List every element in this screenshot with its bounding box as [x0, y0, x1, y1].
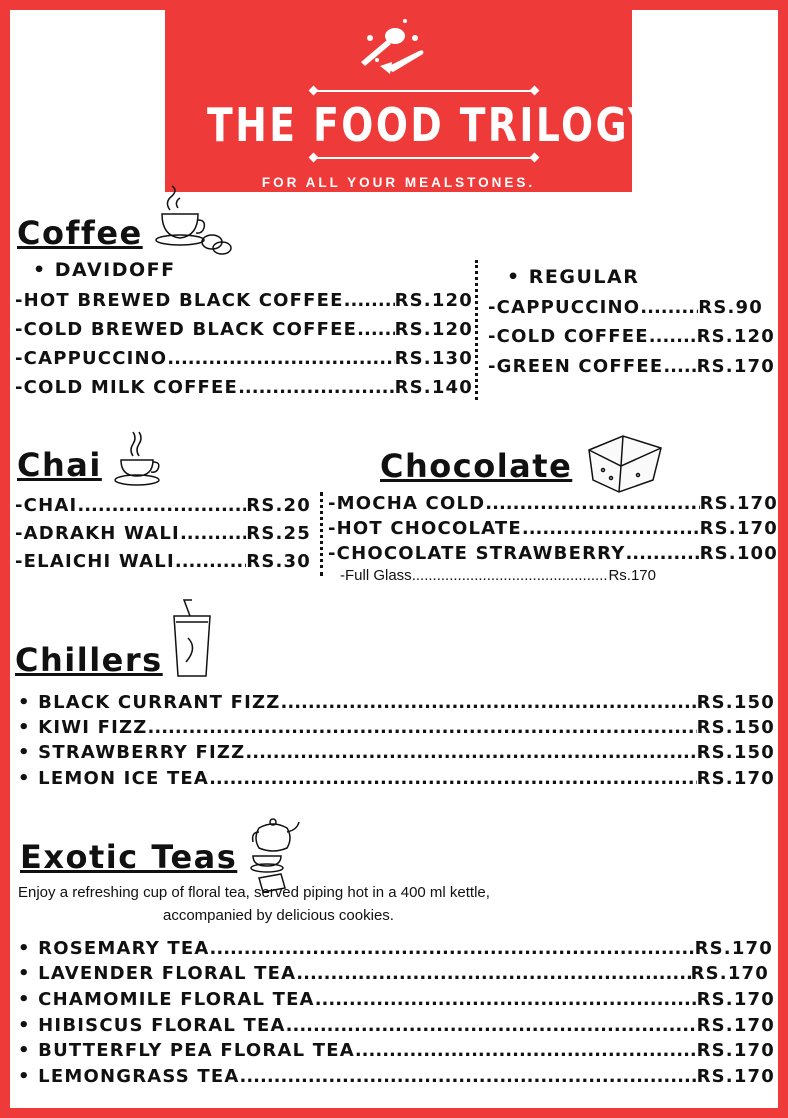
- item-name: -HOT CHOCOLATE: [328, 518, 522, 539]
- menu-item: [15, 495, 311, 517]
- cold-drink-icon: [170, 598, 214, 680]
- item-price: RS.120: [696, 326, 775, 347]
- item-price: RS.170: [699, 493, 778, 514]
- item-name: BLACK CURRANT FIZZ: [38, 692, 281, 713]
- menu-item: • CHAMOMILE FLORAL TEA ..... RS.170: [18, 989, 775, 1011]
- divider: [313, 157, 535, 159]
- item-price: RS.100: [699, 543, 778, 564]
- menu-item: • LEMONGRASS TEA ..... RS.170: [18, 1066, 775, 1088]
- item-price: RS.170: [690, 963, 769, 984]
- section-heading-coffee: Coffee: [17, 214, 143, 252]
- item-name: -MOCHA COLD: [328, 493, 486, 514]
- item-name: -HOT BREWED BLACK COFFEE: [15, 290, 344, 311]
- item-price: RS.170: [696, 768, 775, 789]
- tea-description: Enjoy a refreshing cup of floral tea, served piping hot in a 400 ml kettle,: [18, 884, 490, 901]
- item-price: RS.170: [696, 1040, 775, 1061]
- menu-item: [488, 326, 775, 348]
- item-name: -ELAICHI WALI: [15, 551, 175, 572]
- header-banner: [165, 10, 658, 192]
- menu-item: • KIWI FIZZ ..... RS.150: [18, 717, 775, 739]
- column-divider: [475, 260, 478, 400]
- menu-item: [488, 297, 763, 319]
- chocolate-bar-icon: [583, 430, 667, 498]
- menu-item: • LEMON ICE TEA ..... RS.170: [18, 768, 775, 790]
- menu-item: • BLACK CURRANT FIZZ ..... RS.150: [18, 692, 775, 714]
- spoon-fork-logo-icon: [325, 18, 465, 88]
- divider: [313, 90, 535, 92]
- menu-item: • BUTTERFLY PEA FLORAL TEA ..... RS.170: [18, 1040, 775, 1062]
- tagline: FOR ALL YOUR MEALSTONES.: [261, 175, 536, 190]
- item-name: -COLD MILK COFFEE: [15, 377, 239, 398]
- tea-description: accompanied by delicious cookies.: [163, 907, 394, 924]
- item-name: KIWI FIZZ: [38, 717, 148, 738]
- item-name: -Full Glass: [340, 567, 412, 584]
- menu-item: [15, 348, 473, 370]
- menu-item: [328, 518, 778, 540]
- item-name: -CAPPUCCINO: [488, 297, 641, 318]
- menu-item-note: [340, 567, 656, 584]
- section-heading-chai: Chai: [17, 446, 102, 484]
- item-price: RS.120: [394, 290, 473, 311]
- restaurant-name: THE FOOD TRILOGY: [207, 98, 658, 152]
- subheading-label: REGULAR: [528, 266, 640, 288]
- section-heading-exotic-teas: Exotic Teas: [20, 838, 238, 876]
- item-price: RS.150: [696, 742, 775, 763]
- section-heading-chillers: Chillers: [15, 641, 163, 679]
- item-price: RS.170: [696, 1015, 775, 1036]
- item-name: LAVENDER FLORAL TEA: [38, 963, 297, 984]
- item-name: -CHOCOLATE STRAWBERRY: [328, 543, 626, 564]
- item-name: STRAWBERRY FIZZ: [38, 742, 246, 763]
- menu-item: [328, 543, 778, 565]
- item-price: RS.25: [246, 523, 311, 544]
- menu-item: • HIBISCUS FLORAL TEA ..... RS.170: [18, 1015, 775, 1037]
- item-price: RS.150: [696, 717, 775, 738]
- coffee-cup-icon: [150, 184, 232, 260]
- item-price: RS.90: [698, 297, 763, 318]
- section-heading-chocolate: Chocolate: [380, 447, 573, 485]
- menu-item: [15, 377, 473, 399]
- item-name: -GREEN COFFEE: [488, 356, 664, 377]
- menu-item: [15, 319, 473, 341]
- menu-item: • ROSEMARY TEA ..... RS.170: [18, 938, 773, 960]
- item-price: RS.140: [394, 377, 473, 398]
- item-price: RS.130: [394, 348, 473, 369]
- item-price: RS.30: [246, 551, 311, 572]
- item-name: CHAMOMILE FLORAL TEA: [38, 989, 315, 1010]
- menu-item: [15, 551, 311, 573]
- item-name: -CAPPUCCINO: [15, 348, 168, 369]
- item-name: BUTTERFLY PEA FLORAL TEA: [38, 1040, 355, 1061]
- item-price: RS.20: [246, 495, 311, 516]
- subheading-label: DAVIDOFF: [54, 259, 176, 281]
- item-price: RS.170: [696, 1066, 775, 1087]
- column-divider: [320, 492, 323, 576]
- item-price: RS.170: [699, 518, 778, 539]
- item-price: RS.120: [394, 319, 473, 340]
- item-name: LEMON ICE TEA: [38, 768, 210, 789]
- item-price: RS.150: [696, 692, 775, 713]
- item-name: -COLD BREWED BLACK COFFEE: [15, 319, 358, 340]
- menu-item: [488, 356, 775, 378]
- menu-item: [15, 523, 311, 545]
- item-name: HIBISCUS FLORAL TEA: [38, 1015, 286, 1036]
- menu-item: • STRAWBERRY FIZZ ..... RS.150: [18, 742, 775, 764]
- item-name: -CHAI: [15, 495, 78, 516]
- subheading-davidoff: • DAVIDOFF: [33, 259, 176, 281]
- item-name: -COLD COFFEE: [488, 326, 649, 347]
- item-price: RS.170: [696, 356, 775, 377]
- item-name: -ADRAKH WALI: [15, 523, 180, 544]
- item-price: RS.170: [694, 938, 773, 959]
- tea-cup-icon: [113, 430, 165, 488]
- item-price: Rs.170: [608, 567, 656, 584]
- item-price: RS.170: [696, 989, 775, 1010]
- subheading-regular: • REGULAR: [507, 266, 640, 288]
- item-name: LEMONGRASS TEA: [38, 1066, 240, 1087]
- menu-item: • LAVENDER FLORAL TEA ..... RS.170: [18, 963, 769, 985]
- item-name: ROSEMARY TEA: [38, 938, 210, 959]
- menu-item: [15, 290, 473, 312]
- menu-item: [328, 493, 778, 515]
